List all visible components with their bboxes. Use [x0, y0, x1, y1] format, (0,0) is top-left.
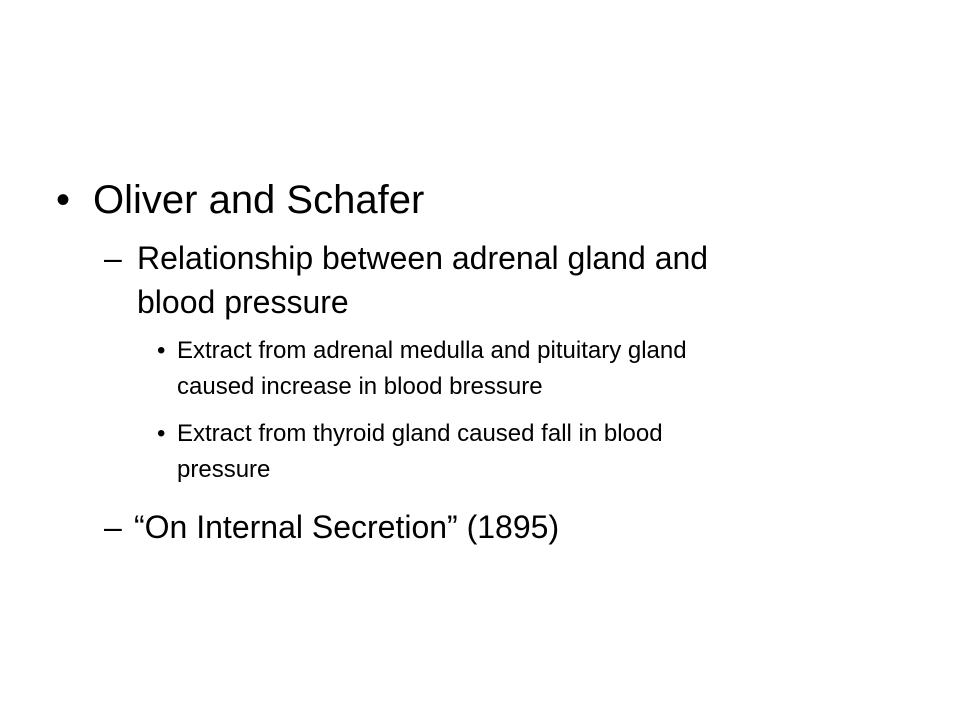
sub-item-text-line: blood pressure	[137, 284, 349, 320]
detail-bullet-marker: •	[157, 337, 166, 364]
dash-marker: –	[104, 240, 122, 276]
detail-text-line: Extract from thyroid gland caused fall in blood	[177, 420, 663, 447]
detail-bullet-marker: •	[157, 420, 166, 447]
detail-text-line: pressure	[177, 456, 271, 483]
detail-text-line: Extract from adrenal medulla and pituitary gland	[177, 337, 687, 364]
detail-text-line: caused increase in blood bressure	[177, 373, 543, 400]
sub-item-text-line: Relationship between adrenal gland and	[137, 240, 709, 276]
bullet-heading: Oliver and Schafer	[93, 178, 425, 222]
dash-marker: –	[104, 509, 122, 545]
bullet-marker: •	[56, 178, 71, 222]
sub-item-text: “On Internal Secretion” (1895)	[134, 509, 560, 545]
